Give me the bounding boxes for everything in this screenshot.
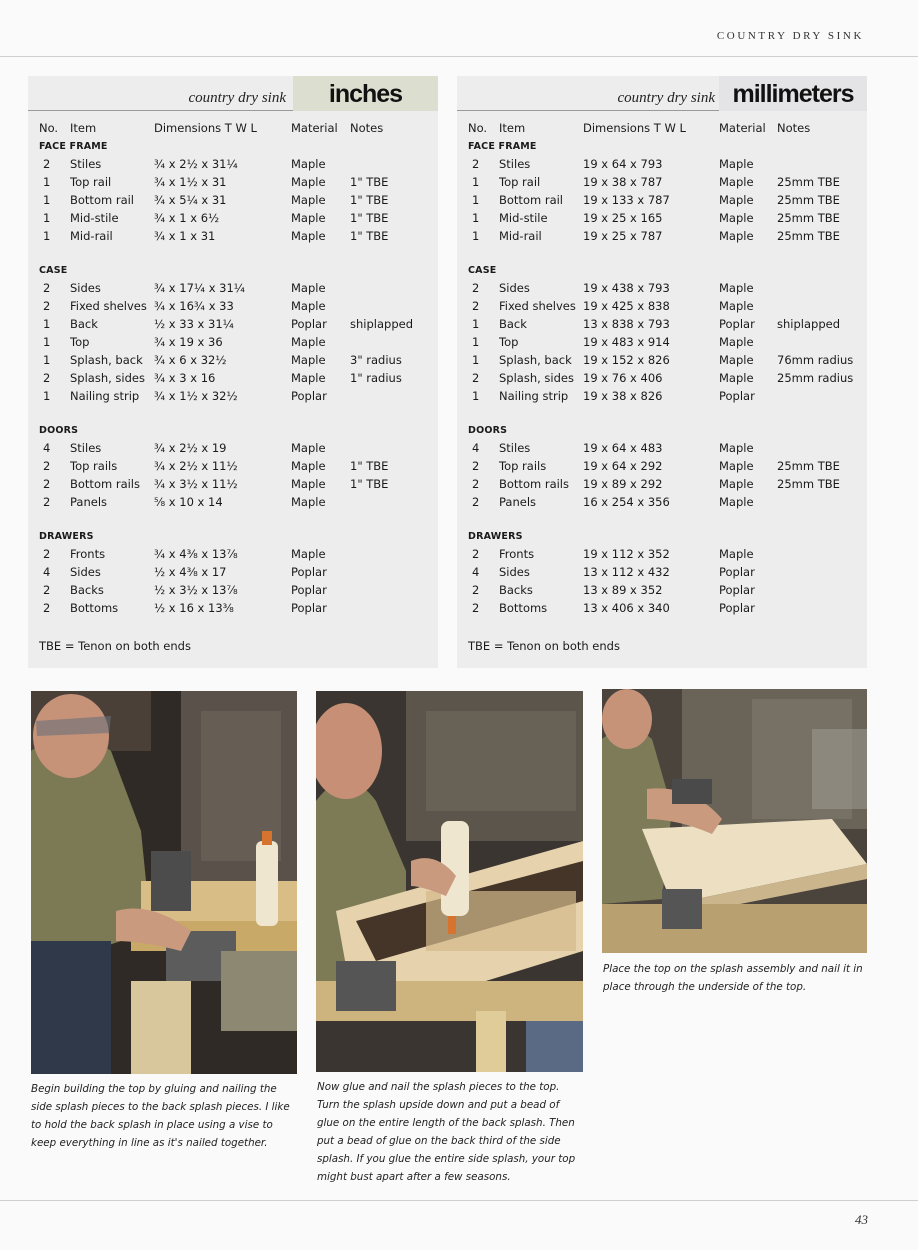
row-notes: 1" TBE	[350, 211, 389, 225]
row-dimensions: ½ x 3½ x 13⅞	[154, 583, 238, 597]
row-notes: shiplapped	[350, 317, 413, 331]
cutting-list-table	[39, 119, 434, 617]
row-quantity: 4	[43, 565, 51, 579]
row-notes: 3" radius	[350, 353, 402, 367]
row-dimensions: ½ x 33 x 31¼	[154, 317, 234, 331]
row-item: Sides	[499, 565, 530, 579]
page-number: 43	[855, 1212, 868, 1227]
row-material: Maple	[719, 299, 754, 313]
row-dimensions: ¾ x 6 x 32½	[154, 353, 227, 367]
row-item: Sides	[70, 281, 101, 295]
section-heading: FACE FRAME	[39, 141, 108, 152]
row-dimensions: ¾ x 2½ x 11½	[154, 459, 238, 473]
row-material: Maple	[719, 371, 754, 385]
table-row	[468, 279, 863, 297]
row-item: Nailing strip	[499, 389, 569, 403]
row-material: Poplar	[719, 565, 755, 579]
row-material: Maple	[719, 547, 754, 561]
row-quantity: 1	[472, 389, 480, 403]
row-dimensions: 19 x 25 x 787	[583, 229, 663, 243]
table-row	[39, 599, 434, 617]
row-notes: 1" TBE	[350, 193, 389, 207]
row-notes: 1" TBE	[350, 175, 389, 189]
photo-gluing-splash	[31, 691, 297, 1074]
row-material: Maple	[291, 371, 326, 385]
photo-gluing-top	[316, 691, 583, 1072]
row-item: Stiles	[499, 441, 531, 455]
row-item: Mid-rail	[70, 229, 113, 243]
column-header-row	[468, 119, 863, 137]
row-quantity: 1	[43, 317, 51, 331]
row-material: Maple	[291, 547, 326, 561]
table-row	[468, 457, 863, 475]
row-dimensions: 19 x 133 x 787	[583, 193, 670, 207]
table-row	[39, 545, 434, 563]
row-quantity: 1	[472, 211, 480, 225]
section-heading: DRAWERS	[39, 531, 94, 542]
table-row	[468, 475, 863, 493]
table-row	[468, 493, 863, 511]
row-material: Maple	[291, 353, 326, 367]
table-row	[39, 315, 434, 333]
column-header-material: Material	[291, 121, 338, 135]
table-row	[39, 173, 434, 191]
column-header-notes: Notes	[350, 121, 384, 135]
row-item: Backs	[499, 583, 533, 597]
row-quantity: 2	[472, 495, 480, 509]
row-item: Bottoms	[499, 601, 548, 615]
section-spacer	[39, 405, 434, 423]
row-material: Maple	[719, 441, 754, 455]
row-dimensions: ¾ x 16¾ x 33	[154, 299, 234, 313]
row-quantity: 2	[43, 459, 51, 473]
row-dimensions: 19 x 64 x 793	[583, 157, 663, 171]
row-item: Bottom rail	[70, 193, 135, 207]
table-row	[468, 297, 863, 315]
unit-label: inches	[293, 76, 438, 111]
row-material: Maple	[291, 157, 326, 171]
table-row	[39, 493, 434, 511]
row-dimensions: 19 x 438 x 793	[583, 281, 670, 295]
column-header-dimensions: Dimensions T W L	[154, 121, 257, 135]
table-row	[39, 227, 434, 245]
row-item: Top rails	[499, 459, 547, 473]
column-header-notes: Notes	[777, 121, 811, 135]
row-item: Sides	[70, 565, 101, 579]
row-quantity: 2	[43, 601, 51, 615]
row-material: Maple	[291, 281, 326, 295]
row-quantity: 1	[472, 175, 480, 189]
table-row	[39, 387, 434, 405]
row-quantity: 1	[472, 335, 480, 349]
row-material: Maple	[291, 441, 326, 455]
table-row	[468, 387, 863, 405]
row-material: Maple	[291, 335, 326, 349]
running-header: COUNTRY DRY SINK	[716, 30, 864, 42]
row-material: Maple	[719, 335, 754, 349]
table-row	[468, 599, 863, 617]
row-dimensions: ¾ x 4⅜ x 13⅞	[154, 547, 238, 561]
table-row	[468, 333, 863, 351]
row-quantity: 1	[43, 229, 51, 243]
row-dimensions: 13 x 838 x 793	[583, 317, 670, 331]
row-dimensions: 19 x 89 x 292	[583, 477, 663, 491]
row-quantity: 2	[472, 583, 480, 597]
row-quantity: 1	[43, 211, 51, 225]
table-row	[468, 155, 863, 173]
section-heading: DOORS	[468, 425, 508, 436]
row-notes: 1" TBE	[350, 229, 389, 243]
row-dimensions: ½ x 4⅜ x 17	[154, 565, 227, 579]
row-quantity: 1	[472, 229, 480, 243]
row-item: Splash, sides	[499, 371, 574, 385]
table-row	[468, 369, 863, 387]
row-dimensions: 19 x 152 x 826	[583, 353, 670, 367]
row-dimensions: 13 x 406 x 340	[583, 601, 670, 615]
row-dimensions: ¾ x 1 x 6½	[154, 211, 220, 225]
row-item: Back	[499, 317, 527, 331]
cutting-list-millimeters	[457, 76, 867, 668]
table-row	[468, 439, 863, 457]
row-quantity: 2	[43, 495, 51, 509]
table-row	[468, 563, 863, 581]
row-material: Maple	[291, 299, 326, 313]
row-material: Maple	[291, 459, 326, 473]
section-heading: FACE FRAME	[468, 141, 537, 152]
row-quantity: 1	[43, 175, 51, 189]
section-spacer	[468, 405, 863, 423]
row-quantity: 2	[472, 477, 480, 491]
row-quantity: 2	[472, 281, 480, 295]
row-material: Maple	[291, 229, 326, 243]
row-dimensions: 13 x 112 x 432	[583, 565, 670, 579]
row-dimensions: ¾ x 2½ x 31¼	[154, 157, 238, 171]
row-item: Stiles	[70, 441, 102, 455]
column-header-no: No.	[39, 121, 59, 135]
table-header-bar	[457, 76, 867, 111]
table-header-bar	[28, 76, 438, 111]
table-row	[39, 369, 434, 387]
row-material: Maple	[719, 157, 754, 171]
row-dimensions: 19 x 64 x 483	[583, 441, 663, 455]
row-dimensions: 19 x 25 x 165	[583, 211, 663, 225]
row-quantity: 2	[472, 601, 480, 615]
row-material: Maple	[719, 193, 754, 207]
row-material: Maple	[291, 175, 326, 189]
caption-photo1: Begin building the top by gluing and nailing the side splash pieces to the back splash pieces. I like to hold the back splash in place using a vise to keep everything in line as it's nailed together.	[31, 1083, 290, 1149]
row-dimensions: 19 x 64 x 292	[583, 459, 663, 473]
row-quantity: 2	[472, 547, 480, 561]
row-quantity: 4	[43, 441, 51, 455]
row-dimensions: ¾ x 5¼ x 31	[154, 193, 227, 207]
row-material: Maple	[291, 477, 326, 491]
unit-label: millimeters	[719, 76, 867, 111]
column-header-row	[39, 119, 434, 137]
row-dimensions: ¾ x 1 x 31	[154, 229, 216, 243]
row-notes: 25mm TBE	[777, 459, 840, 473]
table-row	[39, 475, 434, 493]
row-dimensions: 19 x 38 x 787	[583, 175, 663, 189]
row-notes: 1" radius	[350, 371, 402, 385]
section-spacer	[39, 245, 434, 263]
row-item: Splash, sides	[70, 371, 145, 385]
footer-divider	[0, 1200, 918, 1201]
row-notes: 1" TBE	[350, 459, 389, 473]
row-quantity: 1	[43, 389, 51, 403]
row-material: Maple	[719, 495, 754, 509]
table-row	[39, 191, 434, 209]
table-row	[39, 279, 434, 297]
row-item: Sides	[499, 281, 530, 295]
row-material: Maple	[291, 211, 326, 225]
row-item: Panels	[70, 495, 108, 509]
row-item: Splash, back	[70, 353, 143, 367]
row-dimensions: 16 x 254 x 356	[583, 495, 670, 509]
table-row	[39, 209, 434, 227]
row-material: Maple	[719, 353, 754, 367]
row-material: Poplar	[719, 583, 755, 597]
row-notes: shiplapped	[777, 317, 840, 331]
row-material: Maple	[291, 495, 326, 509]
row-dimensions: ¾ x 19 x 36	[154, 335, 223, 349]
cutting-list-inches	[28, 76, 438, 668]
row-quantity: 1	[43, 353, 51, 367]
row-item: Back	[70, 317, 98, 331]
table-row	[39, 563, 434, 581]
row-item: Bottom rail	[499, 193, 564, 207]
row-dimensions: 19 x 425 x 838	[583, 299, 670, 313]
table-row	[39, 297, 434, 315]
column-header-no: No.	[468, 121, 488, 135]
row-quantity: 1	[472, 193, 480, 207]
table-footnote: TBE = Tenon on both ends	[468, 639, 620, 653]
table-row	[468, 209, 863, 227]
table-row	[468, 581, 863, 599]
row-item: Mid-stile	[499, 211, 548, 225]
caption-photo2: Now glue and nail the splash pieces to the top. Turn the splash upside down and put a bead of glue on the entire length of the back splash. Then put a bead of glue on the back third of the side splash. If you glue the entire side splash, your top might bust apart after a few seasons.	[317, 1081, 576, 1183]
row-material: Maple	[719, 175, 754, 189]
row-quantity: 4	[472, 441, 480, 455]
section-spacer	[39, 511, 434, 529]
row-material: Poplar	[291, 583, 327, 597]
photo-placing-top	[602, 689, 867, 953]
row-item: Stiles	[499, 157, 531, 171]
table-script-title: country dry sink	[188, 90, 286, 106]
row-material: Maple	[719, 281, 754, 295]
row-notes: 25mm TBE	[777, 477, 840, 491]
caption-photo3: Place the top on the splash assembly and nail it in place through the underside of the top.	[603, 963, 863, 993]
row-quantity: 2	[472, 371, 480, 385]
row-item: Top	[499, 335, 519, 349]
row-dimensions: ¾ x 3½ x 11½	[154, 477, 238, 491]
row-material: Maple	[719, 229, 754, 243]
row-notes: 25mm TBE	[777, 211, 840, 225]
table-row	[39, 333, 434, 351]
row-notes: 25mm TBE	[777, 175, 840, 189]
row-item: Mid-stile	[70, 211, 119, 225]
row-item: Backs	[70, 583, 104, 597]
row-item: Top	[70, 335, 90, 349]
row-material: Maple	[719, 477, 754, 491]
row-item: Fixed shelves	[499, 299, 576, 313]
row-item: Top rails	[70, 459, 118, 473]
table-row	[39, 351, 434, 369]
section-heading: CASE	[468, 265, 497, 276]
row-item: Mid-rail	[499, 229, 542, 243]
table-row	[39, 457, 434, 475]
row-item: Bottom rails	[70, 477, 140, 491]
row-material: Poplar	[291, 565, 327, 579]
row-dimensions: ¾ x 17¼ x 31¼	[154, 281, 245, 295]
row-material: Maple	[719, 211, 754, 225]
cutting-list-table	[468, 119, 863, 617]
row-dimensions: 19 x 112 x 352	[583, 547, 670, 561]
row-quantity: 2	[43, 477, 51, 491]
column-header-dimensions: Dimensions T W L	[583, 121, 686, 135]
row-dimensions: ¾ x 1½ x 31	[154, 175, 227, 189]
table-script-title: country dry sink	[617, 90, 715, 106]
row-notes: 25mm radius	[777, 371, 854, 385]
row-quantity: 2	[43, 281, 51, 295]
row-quantity: 2	[472, 157, 480, 171]
table-row	[468, 173, 863, 191]
row-quantity: 2	[472, 299, 480, 313]
column-header-item: Item	[499, 121, 526, 135]
table-row	[468, 315, 863, 333]
row-material: Poplar	[719, 389, 755, 403]
row-material: Poplar	[719, 317, 755, 331]
table-footnote: TBE = Tenon on both ends	[39, 639, 191, 653]
section-heading: DOORS	[39, 425, 79, 436]
row-material: Maple	[719, 459, 754, 473]
row-quantity: 2	[43, 157, 51, 171]
row-quantity: 4	[472, 565, 480, 579]
row-dimensions: ¾ x 2½ x 19	[154, 441, 227, 455]
row-quantity: 1	[472, 353, 480, 367]
row-item: Panels	[499, 495, 537, 509]
row-quantity: 2	[43, 547, 51, 561]
row-item: Fronts	[70, 547, 106, 561]
row-material: Poplar	[291, 601, 327, 615]
header-divider	[0, 56, 918, 57]
row-quantity: 1	[43, 335, 51, 349]
row-material: Poplar	[291, 389, 327, 403]
row-notes: 1" TBE	[350, 477, 389, 491]
row-dimensions: ¾ x 3 x 16	[154, 371, 216, 385]
row-material: Maple	[291, 193, 326, 207]
row-dimensions: 13 x 89 x 352	[583, 583, 663, 597]
row-item: Fixed shelves	[70, 299, 147, 313]
table-row	[39, 439, 434, 457]
row-quantity: 2	[43, 371, 51, 385]
section-heading: CASE	[39, 265, 68, 276]
row-item: Bottom rails	[499, 477, 569, 491]
row-notes: 25mm TBE	[777, 229, 840, 243]
row-dimensions: ¾ x 1½ x 32½	[154, 389, 238, 403]
row-item: Fronts	[499, 547, 535, 561]
row-quantity: 2	[43, 299, 51, 313]
row-dimensions: ⅝ x 10 x 14	[154, 495, 223, 509]
table-row	[468, 545, 863, 563]
row-quantity: 1	[43, 193, 51, 207]
table-row	[468, 351, 863, 369]
row-item: Splash, back	[499, 353, 572, 367]
row-quantity: 2	[43, 583, 51, 597]
column-header-item: Item	[70, 121, 97, 135]
row-item: Top rail	[499, 175, 541, 189]
row-item: Stiles	[70, 157, 102, 171]
row-quantity: 1	[472, 317, 480, 331]
column-header-material: Material	[719, 121, 766, 135]
row-quantity: 2	[472, 459, 480, 473]
row-material: Poplar	[291, 317, 327, 331]
table-row	[39, 581, 434, 599]
table-row	[39, 155, 434, 173]
row-item: Top rail	[70, 175, 112, 189]
row-item: Bottoms	[70, 601, 119, 615]
section-spacer	[468, 511, 863, 529]
row-notes: 25mm TBE	[777, 193, 840, 207]
table-row	[468, 227, 863, 245]
row-dimensions: 19 x 483 x 914	[583, 335, 670, 349]
row-dimensions: ½ x 16 x 13⅜	[154, 601, 234, 615]
row-dimensions: 19 x 76 x 406	[583, 371, 663, 385]
row-notes: 76mm radius	[777, 353, 854, 367]
row-dimensions: 19 x 38 x 826	[583, 389, 663, 403]
section-spacer	[468, 245, 863, 263]
row-item: Nailing strip	[70, 389, 140, 403]
section-heading: DRAWERS	[468, 531, 523, 542]
table-row	[468, 191, 863, 209]
row-material: Poplar	[719, 601, 755, 615]
